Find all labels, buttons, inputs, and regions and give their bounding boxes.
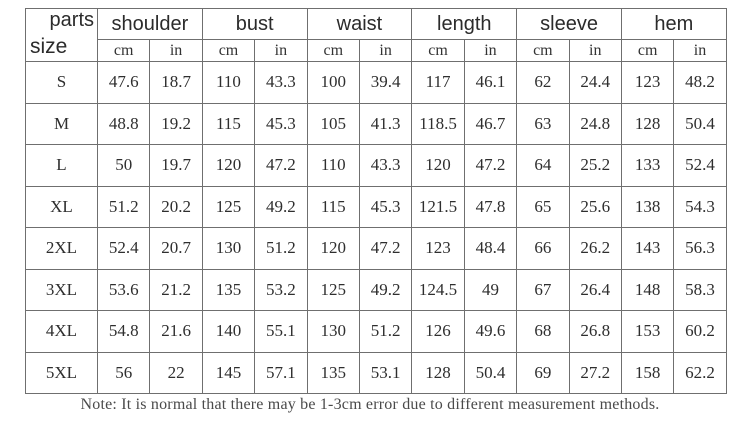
value-cell-5XL-sleeve-in: 27.2 bbox=[569, 352, 621, 394]
value-cell-3XL-length-cm: 124.5 bbox=[412, 269, 464, 311]
unit-header-shoulder-cm: cm bbox=[98, 40, 150, 62]
value-cell-L-sleeve-in: 25.2 bbox=[569, 145, 621, 187]
value-cell-L-bust-cm: 120 bbox=[202, 145, 254, 187]
value-cell-XL-sleeve-cm: 65 bbox=[517, 186, 569, 228]
value-cell-L-hem-cm: 133 bbox=[621, 145, 673, 187]
value-cell-4XL-bust-cm: 140 bbox=[202, 311, 254, 353]
value-cell-5XL-shoulder-cm: 56 bbox=[98, 352, 150, 394]
size-chart-table bbox=[25, 8, 727, 394]
value-cell-M-bust-cm: 115 bbox=[202, 103, 254, 145]
value-cell-4XL-length-cm: 126 bbox=[412, 311, 464, 353]
value-cell-S-sleeve-cm: 62 bbox=[517, 62, 569, 104]
value-cell-5XL-shoulder-in: 22 bbox=[150, 352, 202, 394]
size-cell-M: M bbox=[26, 103, 98, 145]
value-cell-3XL-sleeve-cm: 67 bbox=[517, 269, 569, 311]
value-cell-XL-shoulder-cm: 51.2 bbox=[98, 186, 150, 228]
part-header-waist: waist bbox=[307, 9, 412, 40]
value-cell-M-waist-cm: 105 bbox=[307, 103, 359, 145]
value-cell-3XL-shoulder-cm: 53.6 bbox=[98, 269, 150, 311]
value-cell-XL-waist-cm: 115 bbox=[307, 186, 359, 228]
value-cell-4XL-sleeve-cm: 68 bbox=[517, 311, 569, 353]
value-cell-S-waist-cm: 100 bbox=[307, 62, 359, 104]
value-cell-L-length-in: 47.2 bbox=[464, 145, 516, 187]
value-cell-5XL-hem-cm: 158 bbox=[621, 352, 673, 394]
value-cell-XL-sleeve-in: 25.6 bbox=[569, 186, 621, 228]
value-cell-S-hem-in: 48.2 bbox=[674, 62, 726, 104]
value-cell-M-length-in: 46.7 bbox=[464, 103, 516, 145]
value-cell-5XL-hem-in: 62.2 bbox=[674, 352, 726, 394]
unit-header-waist-in: in bbox=[359, 40, 411, 62]
value-cell-M-shoulder-in: 19.2 bbox=[150, 103, 202, 145]
value-cell-XL-bust-cm: 125 bbox=[202, 186, 254, 228]
value-cell-3XL-bust-cm: 135 bbox=[202, 269, 254, 311]
value-cell-2XL-waist-cm: 120 bbox=[307, 228, 359, 270]
corner-cell bbox=[26, 9, 98, 62]
unit-header-hem-in: in bbox=[674, 40, 726, 62]
value-cell-4XL-hem-cm: 153 bbox=[621, 311, 673, 353]
value-cell-2XL-bust-cm: 130 bbox=[202, 228, 254, 270]
value-cell-5XL-waist-cm: 135 bbox=[307, 352, 359, 394]
value-cell-S-waist-in: 39.4 bbox=[359, 62, 411, 104]
value-cell-M-hem-cm: 128 bbox=[621, 103, 673, 145]
value-cell-L-shoulder-cm: 50 bbox=[98, 145, 150, 187]
value-cell-M-sleeve-in: 24.8 bbox=[569, 103, 621, 145]
value-cell-3XL-waist-in: 49.2 bbox=[359, 269, 411, 311]
value-cell-S-shoulder-in: 18.7 bbox=[150, 62, 202, 104]
value-cell-3XL-length-in: 49 bbox=[464, 269, 516, 311]
value-cell-L-hem-in: 52.4 bbox=[674, 145, 726, 187]
value-cell-3XL-sleeve-in: 26.4 bbox=[569, 269, 621, 311]
size-cell-2XL: 2XL bbox=[26, 228, 98, 270]
value-cell-S-bust-in: 43.3 bbox=[255, 62, 307, 104]
part-header-length: length bbox=[412, 9, 517, 40]
value-cell-5XL-length-in: 50.4 bbox=[464, 352, 516, 394]
value-cell-2XL-hem-cm: 143 bbox=[621, 228, 673, 270]
value-cell-XL-hem-in: 54.3 bbox=[674, 186, 726, 228]
value-cell-4XL-waist-cm: 130 bbox=[307, 311, 359, 353]
table-header bbox=[26, 9, 727, 62]
value-cell-3XL-waist-cm: 125 bbox=[307, 269, 359, 311]
unit-header-length-cm: cm bbox=[412, 40, 464, 62]
part-header-bust: bust bbox=[202, 9, 307, 40]
value-cell-5XL-bust-in: 57.1 bbox=[255, 352, 307, 394]
value-cell-2XL-length-in: 48.4 bbox=[464, 228, 516, 270]
value-cell-5XL-waist-in: 53.1 bbox=[359, 352, 411, 394]
value-cell-S-shoulder-cm: 47.6 bbox=[98, 62, 150, 104]
size-cell-4XL: 4XL bbox=[26, 311, 98, 353]
value-cell-5XL-length-cm: 128 bbox=[412, 352, 464, 394]
value-cell-4XL-bust-in: 55.1 bbox=[255, 311, 307, 353]
value-cell-2XL-shoulder-cm: 52.4 bbox=[98, 228, 150, 270]
value-cell-5XL-sleeve-cm: 69 bbox=[517, 352, 569, 394]
value-cell-2XL-length-cm: 123 bbox=[412, 228, 464, 270]
unit-header-sleeve-cm: cm bbox=[517, 40, 569, 62]
value-cell-L-shoulder-in: 19.7 bbox=[150, 145, 202, 187]
table-row-5XL bbox=[26, 352, 727, 394]
size-cell-XL: XL bbox=[26, 186, 98, 228]
unit-header-length-in: in bbox=[464, 40, 516, 62]
measurement-note: Note: It is normal that there may be 1-3cm error due to different measurement methods. bbox=[80, 396, 660, 413]
value-cell-2XL-shoulder-in: 20.7 bbox=[150, 228, 202, 270]
value-cell-XL-shoulder-in: 20.2 bbox=[150, 186, 202, 228]
unit-header-hem-cm: cm bbox=[621, 40, 673, 62]
corner-size-label: size bbox=[30, 35, 68, 58]
unit-header-bust-cm: cm bbox=[202, 40, 254, 62]
size-cell-S: S bbox=[26, 62, 98, 104]
value-cell-M-bust-in: 45.3 bbox=[255, 103, 307, 145]
unit-header-bust-in: in bbox=[255, 40, 307, 62]
value-cell-2XL-sleeve-cm: 66 bbox=[517, 228, 569, 270]
value-cell-XL-hem-cm: 138 bbox=[621, 186, 673, 228]
value-cell-4XL-shoulder-cm: 54.8 bbox=[98, 311, 150, 353]
unit-header-waist-cm: cm bbox=[307, 40, 359, 62]
value-cell-M-sleeve-cm: 63 bbox=[517, 103, 569, 145]
value-cell-4XL-waist-in: 51.2 bbox=[359, 311, 411, 353]
table-row-M bbox=[26, 103, 727, 145]
value-cell-4XL-sleeve-in: 26.8 bbox=[569, 311, 621, 353]
table-row-XL bbox=[26, 186, 727, 228]
value-cell-L-waist-in: 43.3 bbox=[359, 145, 411, 187]
value-cell-3XL-hem-cm: 148 bbox=[621, 269, 673, 311]
value-cell-2XL-waist-in: 47.2 bbox=[359, 228, 411, 270]
value-cell-L-sleeve-cm: 64 bbox=[517, 145, 569, 187]
value-cell-XL-bust-in: 49.2 bbox=[255, 186, 307, 228]
value-cell-4XL-length-in: 49.6 bbox=[464, 311, 516, 353]
size-cell-L: L bbox=[26, 145, 98, 187]
value-cell-XL-waist-in: 45.3 bbox=[359, 186, 411, 228]
size-cell-3XL: 3XL bbox=[26, 269, 98, 311]
parts-header-row bbox=[26, 9, 727, 40]
value-cell-XL-length-in: 47.8 bbox=[464, 186, 516, 228]
value-cell-2XL-sleeve-in: 26.2 bbox=[569, 228, 621, 270]
value-cell-L-length-cm: 120 bbox=[412, 145, 464, 187]
unit-header-shoulder-in: in bbox=[150, 40, 202, 62]
value-cell-2XL-hem-in: 56.3 bbox=[674, 228, 726, 270]
table-row-3XL bbox=[26, 269, 727, 311]
value-cell-3XL-hem-in: 58.3 bbox=[674, 269, 726, 311]
corner-parts-label: parts bbox=[49, 9, 94, 31]
value-cell-4XL-shoulder-in: 21.6 bbox=[150, 311, 202, 353]
value-cell-4XL-hem-in: 60.2 bbox=[674, 311, 726, 353]
value-cell-S-hem-cm: 123 bbox=[621, 62, 673, 104]
value-cell-L-bust-in: 47.2 bbox=[255, 145, 307, 187]
value-cell-M-waist-in: 41.3 bbox=[359, 103, 411, 145]
value-cell-S-bust-cm: 110 bbox=[202, 62, 254, 104]
size-cell-5XL: 5XL bbox=[26, 352, 98, 394]
value-cell-S-length-in: 46.1 bbox=[464, 62, 516, 104]
part-header-shoulder: shoulder bbox=[98, 9, 203, 40]
table-row-4XL bbox=[26, 311, 727, 353]
table-row-2XL bbox=[26, 228, 727, 270]
value-cell-M-hem-in: 50.4 bbox=[674, 103, 726, 145]
value-cell-2XL-bust-in: 51.2 bbox=[255, 228, 307, 270]
value-cell-3XL-shoulder-in: 21.2 bbox=[150, 269, 202, 311]
value-cell-M-shoulder-cm: 48.8 bbox=[98, 103, 150, 145]
value-cell-L-waist-cm: 110 bbox=[307, 145, 359, 187]
table-row-S bbox=[26, 62, 727, 104]
value-cell-S-sleeve-in: 24.4 bbox=[569, 62, 621, 104]
value-cell-5XL-bust-cm: 145 bbox=[202, 352, 254, 394]
table-body bbox=[26, 62, 727, 394]
value-cell-M-length-cm: 118.5 bbox=[412, 103, 464, 145]
part-header-hem: hem bbox=[621, 9, 726, 40]
unit-header-sleeve-in: in bbox=[569, 40, 621, 62]
part-header-sleeve: sleeve bbox=[517, 9, 622, 40]
units-header-row bbox=[26, 40, 727, 62]
value-cell-XL-length-cm: 121.5 bbox=[412, 186, 464, 228]
value-cell-S-length-cm: 117 bbox=[412, 62, 464, 104]
value-cell-3XL-bust-in: 53.2 bbox=[255, 269, 307, 311]
table-row-L bbox=[26, 145, 727, 187]
